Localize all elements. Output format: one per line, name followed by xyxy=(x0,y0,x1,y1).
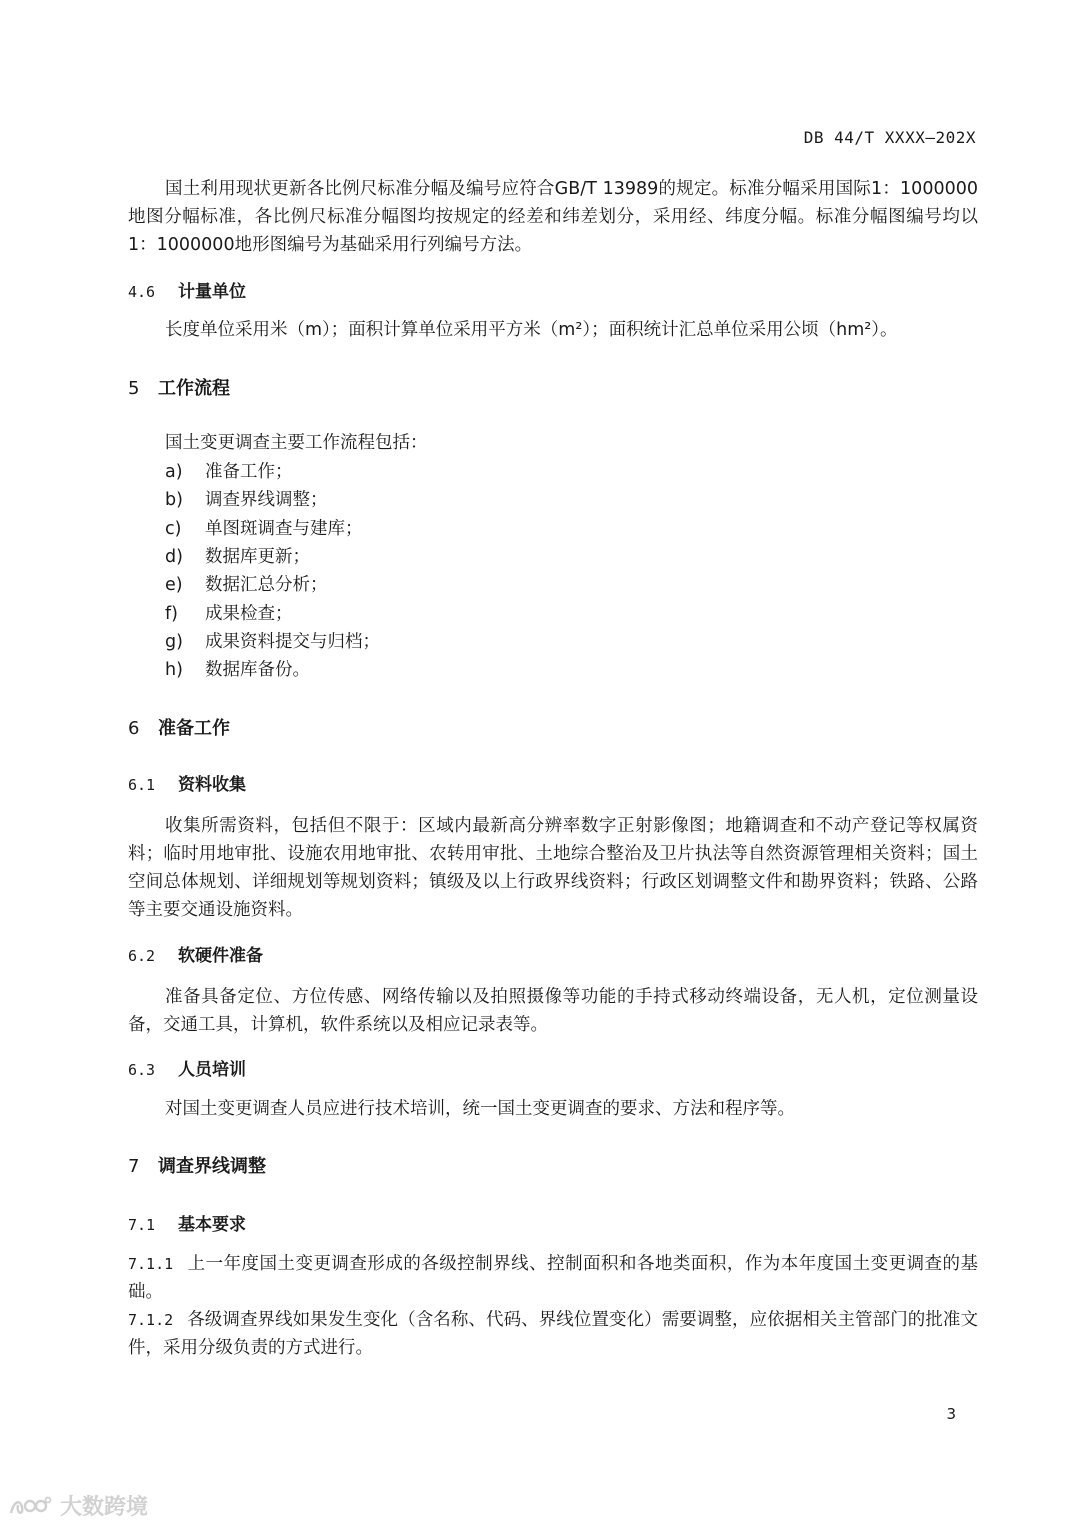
list-text: 调查界线调整； xyxy=(205,490,328,510)
list-marker: h) xyxy=(165,660,183,680)
section-number: 7 xyxy=(128,1156,140,1177)
list-item xyxy=(165,486,328,511)
section-number: 7.1 xyxy=(128,1216,156,1234)
list-marker: c) xyxy=(165,519,182,539)
page-number: 3 xyxy=(946,1405,956,1423)
list-item xyxy=(165,458,293,483)
clause-number: 7.1.1 xyxy=(128,1255,174,1273)
list-marker: f) xyxy=(165,604,178,624)
section-6-heading xyxy=(128,714,230,740)
section-title: 计量单位 xyxy=(178,282,246,302)
list-item xyxy=(165,656,310,681)
section-7-heading xyxy=(128,1152,266,1178)
clause-7-1-2 xyxy=(128,1306,978,1362)
list-marker: b) xyxy=(165,490,183,510)
paragraph-equipment: 准备具备定位、方位传感、网络传输以及拍照摄像等功能的手持式移动终端设备，无人机，定位测量设备，交通工具，计算机，软件系统以及相应记录表等。 xyxy=(128,987,978,1035)
list-text: 准备工作； xyxy=(205,462,293,482)
section-number: 5 xyxy=(128,378,140,399)
list-marker: d) xyxy=(165,547,183,567)
paragraph-workflow-intro: 国土变更调查主要工作流程包括： xyxy=(165,433,428,453)
list-item xyxy=(165,600,293,625)
clause-7-1-1 xyxy=(128,1250,978,1306)
paragraph-training: 对国土变更调查人员应进行技术培训，统一国土变更调查的要求、方法和程序等。 xyxy=(165,1099,795,1119)
list-text: 数据库更新； xyxy=(205,547,310,567)
list-text: 数据库备份。 xyxy=(205,660,310,680)
section-title: 人员培训 xyxy=(178,1060,246,1080)
section-title: 基本要求 xyxy=(178,1215,246,1235)
paragraph-materials: 收集所需资料，包括但不限于：区域内最新高分辨率数字正射影像图；地籍调查和不动产登记等权属资料；临时用地审批、设施农用地审批、农转用审批、土地综合整治及卫片执法等自然资源管理相关资料；国土空间总体规划、详细规划等规划资料；镇级及以上行政界线资料；行政区划调整文件和勘界资料；铁路、公路等主要交通设施资料。 xyxy=(128,816,978,920)
watermark xyxy=(8,1490,148,1521)
section-number: 6.1 xyxy=(128,776,156,794)
clause-number: 7.1.2 xyxy=(128,1311,174,1329)
section-title: 调查界线调整 xyxy=(158,1156,266,1177)
list-marker: e) xyxy=(165,575,183,595)
list-text: 数据汇总分析； xyxy=(205,575,328,595)
list-marker: g) xyxy=(165,632,183,652)
list-item xyxy=(165,543,310,568)
section-number: 6 xyxy=(128,718,140,739)
list-text: 成果资料提交与归档； xyxy=(205,632,380,652)
section-6-2-heading xyxy=(128,941,263,966)
list-item xyxy=(165,628,380,653)
section-title: 准备工作 xyxy=(158,718,230,739)
section-number: 6.2 xyxy=(128,947,156,965)
section-number: 4.6 xyxy=(128,283,156,301)
section-title: 资料收集 xyxy=(178,775,246,795)
paragraph-map-sheet: 国土利用现状更新各比例尺标准分幅及编号应符合GB/T 13989的规定。标准分幅采用国际1：1000000地图分幅标准，各比例尺标准分幅图均按规定的经差和纬差划分，采用经、纬度分幅。标准分幅图编号均以1：1000000地形图编号为基础采用行列编号方法。 xyxy=(128,179,978,255)
section-number: 6.3 xyxy=(128,1061,156,1079)
document-code-header: DB 44/T XXXX—202X xyxy=(803,128,976,147)
section-7-1-heading xyxy=(128,1210,246,1235)
list-text: 成果检查； xyxy=(205,604,293,624)
clause-text: 各级调查界线如果发生变化（含名称、代码、界线位置变化）需要调整，应依据相关主管部门的批准文件，采用分级负责的方式进行。 xyxy=(128,1310,978,1358)
section-5-heading xyxy=(128,374,230,400)
section-6-1-heading xyxy=(128,770,246,795)
section-title: 工作流程 xyxy=(158,378,230,399)
list-text: 单图斑调查与建库； xyxy=(205,519,363,539)
watermark-text: 大数跨境 xyxy=(60,1495,149,1520)
list-item xyxy=(165,515,363,540)
watermark-logo-icon xyxy=(8,1493,54,1519)
clause-text: 上一年度国土变更调查形成的各级控制界线、控制面积和各地类面积，作为本年度国土变更调查的基础。 xyxy=(128,1254,978,1302)
paragraph-units: 长度单位采用米（m）；面积计算单位采用平方米（m²）；面积统计汇总单位采用公顷（hm²）。 xyxy=(165,320,898,340)
list-marker: a) xyxy=(165,462,183,482)
section-4-6-heading xyxy=(128,277,246,302)
list-item xyxy=(165,571,328,596)
section-6-3-heading xyxy=(128,1055,246,1080)
section-title: 软硬件准备 xyxy=(178,946,263,966)
